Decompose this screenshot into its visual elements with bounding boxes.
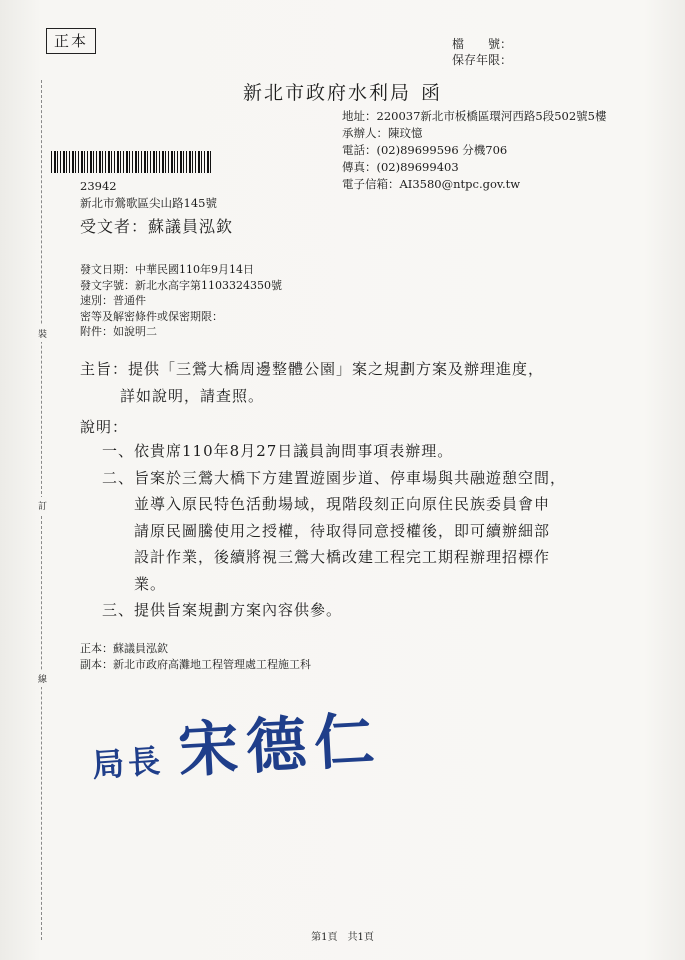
confidentiality: 密等及解密條件或保密期限：: [80, 309, 223, 323]
postal-address: 新北市鶯歌區尖山路145號: [80, 196, 217, 210]
item-line: 設計作業，後續將視三鶯大橋改建工程完工期程辦理招標作: [134, 548, 551, 566]
item-line: 請原民圖騰使用之授權，待取得同意授權後，即可續辦細部: [134, 521, 551, 540]
agency-title: [0, 78, 685, 105]
description-item-2: [102, 465, 622, 598]
contact-fax-value: (02)89699403: [376, 160, 459, 174]
archive-number-label: 檔 號：: [451, 37, 512, 51]
file-meta: [442, 36, 512, 68]
agency-name: 新北市政府水利局: [242, 82, 411, 104]
distribution-list: [80, 641, 311, 672]
description-item-3: [102, 597, 622, 624]
dispatch-meta: [80, 262, 282, 340]
description-label: 說明：: [80, 418, 129, 436]
contact-fax-label: 傳真：: [342, 160, 377, 174]
contact-address-label: 地址：: [342, 109, 377, 123]
contact-phone-value: (02)89699596 分機706: [376, 143, 508, 157]
signature-stamp: [90, 698, 384, 787]
item-number: 三、: [102, 601, 135, 619]
recipient: 受文者：蘇議員泓欽: [80, 217, 234, 236]
postal-code: 23942: [80, 179, 117, 193]
signature-title: 局長: [90, 741, 166, 785]
copy-type-stamp: 正本: [46, 28, 96, 54]
binding-mark-zhuang: 裝: [38, 325, 47, 342]
postal-block: [80, 178, 217, 212]
binding-mark-ding: 訂: [38, 497, 47, 514]
item-number: 二、: [102, 468, 135, 487]
description-item-1: [102, 438, 622, 465]
dispatch-number: 發文字號：新北水高字第1103324350號: [80, 278, 282, 292]
contact-fax: [342, 159, 672, 176]
item-line: 業。: [134, 574, 167, 593]
contact-block: [342, 108, 672, 193]
barcode: [51, 151, 211, 173]
signature-name: 宋德仁: [176, 705, 384, 787]
contact-address-value: 220037新北市板橋區環河西路5段502號5樓: [376, 109, 607, 123]
binding-mark-xian: 線: [38, 670, 47, 687]
description-items: [102, 438, 622, 624]
subject-line: 詳如說明，請查照。: [120, 387, 265, 405]
carbon-copy-to: 副本：新北市政府高灘地工程管理處工程施工科: [80, 657, 311, 671]
attachment: 附件：如說明二: [80, 325, 157, 338]
contact-email: [342, 176, 672, 193]
contact-officer: [342, 125, 672, 142]
contact-officer-label: 承辦人：: [342, 126, 388, 140]
contact-email-value: AI3580@ntpc.gov.tw: [399, 177, 521, 191]
item-text: 依貴席110年8月27日議員詢問事項表辦理。: [134, 442, 454, 460]
contact-officer-value: 陳玟憶: [388, 126, 423, 140]
item-line: 並導入原民特色活動場域，現階段刻正向原住民族委員會申: [134, 495, 551, 513]
page-number: 第1頁 共1頁: [311, 932, 374, 943]
contact-email-label: 電子信箱：: [342, 177, 400, 191]
urgency: 速別：普通件: [80, 294, 146, 307]
item-text: 提供旨案規劃方案內容供參。: [134, 601, 343, 619]
item-text: [134, 465, 622, 598]
subject-line: 主旨：提供「三鶯大橋周邊整體公園」案之規劃方案及辦理進度，: [80, 360, 545, 378]
contact-address: [342, 108, 672, 125]
contact-phone-label: 電話：: [342, 143, 377, 157]
item-number: 一、: [102, 442, 135, 460]
original-copy-to: 正本：蘇議員泓欽: [80, 642, 168, 655]
subject: [80, 356, 620, 410]
item-line: 旨案於三鶯大橋下方建置遊園步道、停車場與共融遊憩空間，: [134, 468, 567, 487]
retention-period-label: 保存年限：: [451, 53, 512, 67]
document-kind: 函: [421, 82, 443, 104]
dispatch-date: 發文日期：中華民國110年9月14日: [80, 263, 254, 276]
contact-phone: [342, 142, 672, 159]
